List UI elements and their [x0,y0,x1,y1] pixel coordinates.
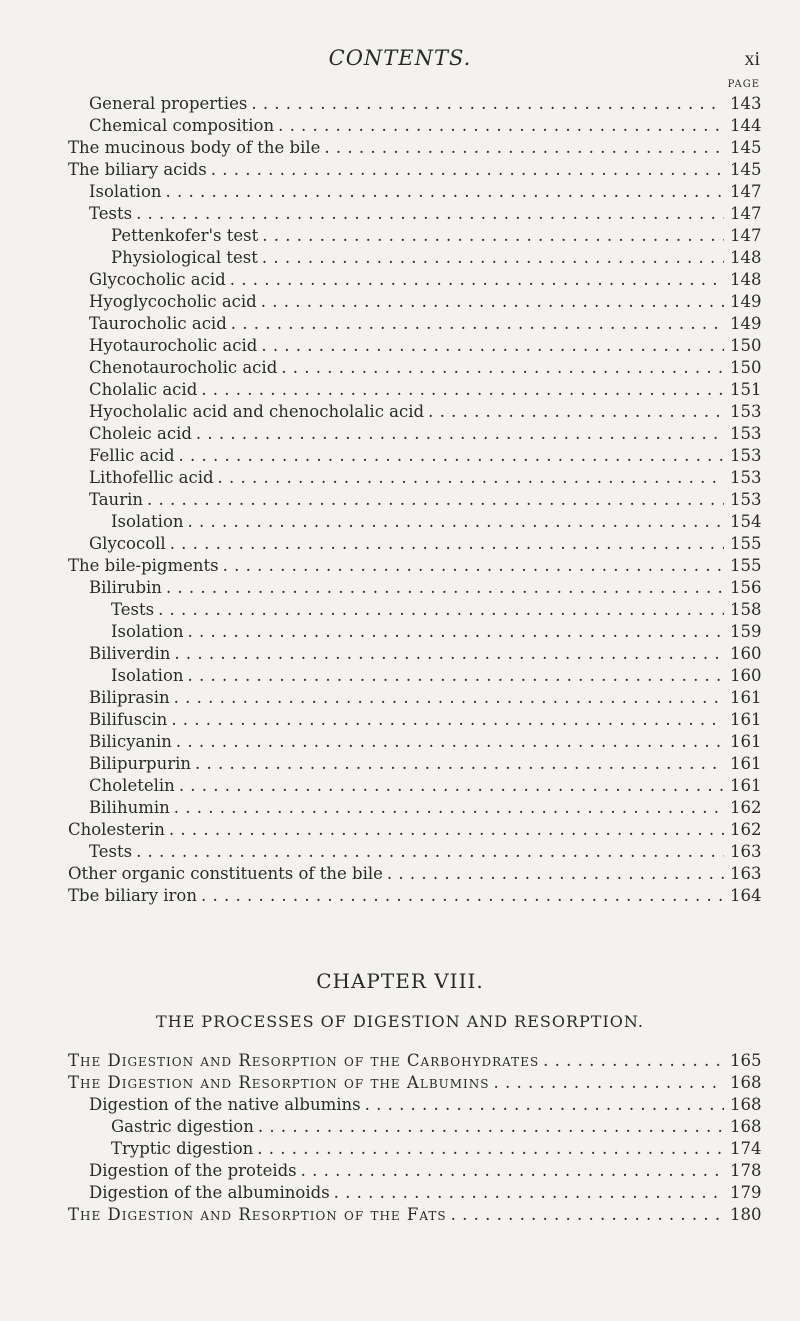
toc-entry-label: Lithofellic acid [89,468,214,487]
toc-entry-page: 143 [730,94,762,113]
toc-entry-page: 145 [730,160,762,179]
toc-entry-page: 168 [730,1117,762,1136]
toc-entry-label: The biliary acids [68,160,207,179]
toc-entry-page: 153 [730,468,762,487]
toc-entry-label: Taurin [89,490,143,509]
toc-entry-page: 147 [730,204,762,223]
toc-entry-label: Other organic constituents of the bile [68,864,383,883]
toc-entry-page: 161 [730,754,762,773]
toc-entry-label: Pettenkofer's test [111,226,259,245]
toc-entry [68,820,770,842]
toc-entry-page: 154 [730,512,762,531]
toc-entry [89,732,770,754]
toc-entry [111,622,770,644]
toc-entry [89,424,770,446]
toc-entry-label: Chenotaurocholic acid [89,358,278,377]
toc-entry [89,204,770,226]
toc-entry [89,270,770,292]
toc-entry-page: 156 [730,578,762,597]
toc-entry-label: Tryptic digestion [111,1139,254,1158]
toc-entry [68,1051,770,1073]
toc-entry-label: Isolation [111,512,184,531]
toc-entry-label: Isolation [89,182,162,201]
toc-entry-label: Digestion of the albuminoids [89,1183,330,1202]
toc-entry-page: 158 [730,600,762,619]
toc-entry-page: 160 [730,644,762,663]
chapter-heading: CHAPTER VIII. [316,969,484,993]
toc-entry-label: Chemical composition [89,116,275,135]
toc-entry [89,798,770,820]
toc-entry [89,380,770,402]
toc-entry [89,446,770,468]
toc-entry-label: Bilicyanin [89,732,172,751]
toc-entry-label: Isolation [111,622,184,641]
toc-entry-page: 148 [730,248,762,267]
toc-entry-page: 151 [730,380,762,399]
toc-entry-label: Tbe biliary iron [68,886,197,905]
toc-entry-label: Choleic acid [89,424,192,443]
toc-entry-label: The mucinous body of the bile [68,138,321,157]
toc-entry [68,1073,770,1095]
toc-entry-label: General properties [89,94,248,113]
toc-entry-page: 168 [730,1095,762,1114]
toc-entry-page: 180 [730,1205,762,1224]
toc-entry [111,666,770,688]
toc-entry-label: Biliprasin [89,688,170,707]
toc-entry-page: 153 [730,446,762,465]
toc-entry-page: 147 [730,182,762,201]
toc-entry-label: The bile-pigments [68,556,219,575]
toc-entry-page: 149 [730,292,762,311]
toc-entry [89,182,770,204]
toc-entry [89,1183,770,1205]
toc-entry [89,776,770,798]
toc-entry-page: 164 [730,886,762,905]
toc-entry [111,600,770,622]
toc-entry [89,842,770,864]
toc-entry-page: 153 [730,424,762,443]
toc-entry-page: 148 [730,270,762,289]
toc-entry [111,1117,770,1139]
toc-entry-label: Isolation [111,666,184,685]
toc-entry-page: 150 [730,358,762,377]
toc-entry-page: 179 [730,1183,762,1202]
toc-entry-page: 162 [730,798,762,817]
toc-entry [89,1161,770,1183]
toc-entry [89,116,770,138]
toc-entry [89,402,770,424]
page-title: CONTENTS. [328,46,472,70]
toc-entry-page: 150 [730,336,762,355]
toc-entry-page: 144 [730,116,762,135]
toc-entry-label: Bilifuscin [89,710,168,729]
toc-entry-page: 161 [730,710,762,729]
toc-entry-label: Glycocholic acid [89,270,226,289]
toc-entry [111,512,770,534]
toc-entry-page: 168 [730,1073,762,1092]
toc-entry-page: 155 [730,534,762,553]
chapter-subtitle: THE PROCESSES OF DIGESTION AND RESORPTION. [156,1012,644,1031]
toc-entry-label: Cholalic acid [89,380,198,399]
toc-entry-label: Hyocholalic acid and chenocholalic acid [89,402,425,421]
toc-entry-page: 153 [730,402,762,421]
toc-entry [89,336,770,358]
toc-entry [68,1205,770,1227]
toc-entry-page: 174 [730,1139,762,1158]
toc-entry-page: 149 [730,314,762,333]
toc-entry [89,578,770,600]
toc-entry-label: Biliverdin [89,644,171,663]
toc-entry [68,160,770,182]
toc-entry [89,710,770,732]
toc-entry [89,314,770,336]
toc-entry [89,358,770,380]
toc-entry [89,644,770,666]
toc-entry-page: 161 [730,776,762,795]
toc-entry-page: 155 [730,556,762,575]
toc-entry-label: Choletelin [89,776,175,795]
toc-entry-label: Bilihumin [89,798,170,817]
toc-entry-page: 165 [730,1051,762,1070]
toc-entry-label: The Digestion and Resorption of the Carbohydrates [68,1051,540,1070]
toc-entry [111,248,770,270]
toc-entry-page: 160 [730,666,762,685]
toc-entry [89,754,770,776]
toc-entry-label: Bilirubin [89,578,162,597]
toc-entry-label: Tests [111,600,155,619]
page-number: xi [744,48,760,70]
toc-entry [89,1095,770,1117]
toc-entry-page: 145 [730,138,762,157]
toc-entry-label: Tests [89,842,133,861]
toc-entry [111,226,770,248]
toc-entry [89,490,770,512]
toc-entry-label: Digestion of the native albumins [89,1095,361,1114]
toc-entry-page: 161 [730,732,762,751]
toc-entry-page: 153 [730,490,762,509]
toc-entry-page: 161 [730,688,762,707]
toc-entry [68,864,770,886]
toc-entry-label: Fellic acid [89,446,175,465]
toc-entry-label: Hyotaurocholic acid [89,336,258,355]
toc-entry-page: 147 [730,226,762,245]
toc-entry-page: 162 [730,820,762,839]
toc-entry-page: 163 [730,842,762,861]
page-column-label: PAGE [727,79,760,90]
toc-entry-page: 159 [730,622,762,641]
toc-entry [89,94,770,116]
toc-entry [89,534,770,556]
toc-entry-label: Digestion of the proteids [89,1161,297,1180]
toc-entry-label: Cholesterin [68,820,165,839]
toc-entry-label: Glycocoll [89,534,166,553]
running-header [0,44,800,74]
toc-entry-label: Tests [89,204,133,223]
toc-entry [89,292,770,314]
toc-entry [89,468,770,490]
toc-entry [68,556,770,578]
toc-entry-label: Physiological test [111,248,258,267]
toc-entry-page: 178 [730,1161,762,1180]
toc-entry-label: Bilipurpurin [89,754,192,773]
toc-entry-page: 163 [730,864,762,883]
toc-entry-label: The Digestion and Resorption of the Albumins [68,1073,490,1092]
toc-entry [89,688,770,710]
toc-entry-label: Taurocholic acid [89,314,227,333]
toc-entry-label: Hyoglycocholic acid [89,292,257,311]
toc-entry [68,138,770,160]
toc-entry [68,886,770,908]
toc-entry-label: Gastric digestion [111,1117,254,1136]
toc-entry-label: The Digestion and Resorption of the Fats [68,1205,447,1224]
toc-entry [111,1139,770,1161]
